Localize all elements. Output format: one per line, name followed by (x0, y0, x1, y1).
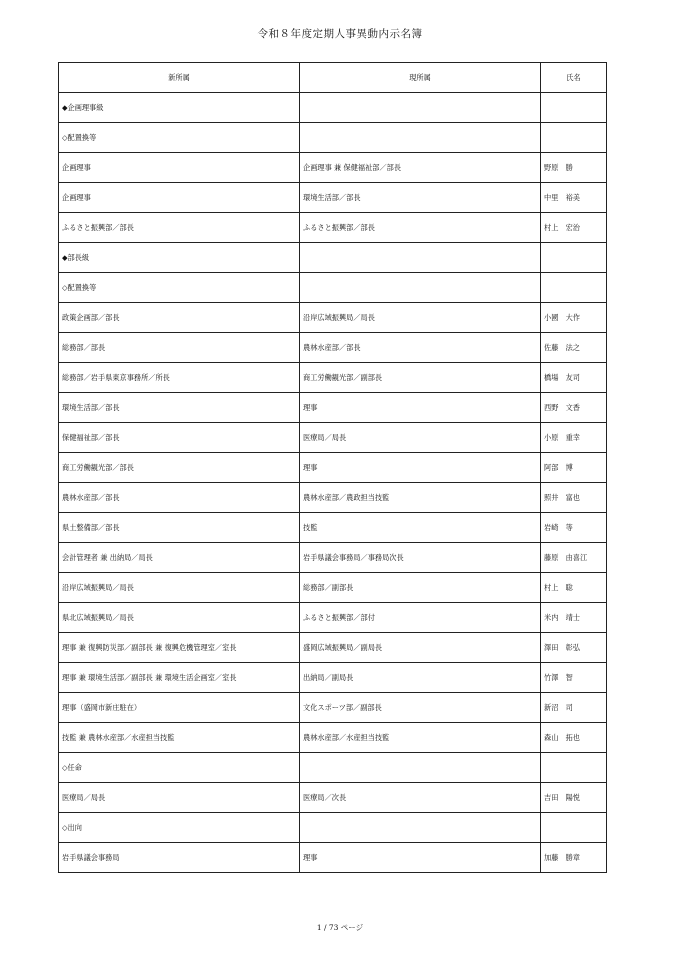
current-post-cell: 医療局／次長 (300, 783, 541, 813)
name-cell (541, 93, 607, 123)
name-cell: 岩崎 等 (541, 513, 607, 543)
current-post-cell: 盛岡広域振興局／副局長 (300, 633, 541, 663)
name-cell: 小原 重幸 (541, 423, 607, 453)
current-post-cell: 環境生活部／部長 (300, 183, 541, 213)
current-post-cell: ふるさと振興部／部付 (300, 603, 541, 633)
current-post-cell (300, 273, 541, 303)
new-post-cell: ふるさと振興部／部長 (59, 213, 300, 243)
current-post-cell: 商工労働観光部／副部長 (300, 363, 541, 393)
table-row (59, 393, 607, 423)
table-row (59, 333, 607, 363)
current-post-cell: 農林水産部／水産担当技監 (300, 723, 541, 753)
table-row (59, 93, 607, 123)
current-post-cell (300, 93, 541, 123)
name-cell: 藤原 由喜江 (541, 543, 607, 573)
new-post-cell: 県土整備部／部長 (59, 513, 300, 543)
table-row (59, 723, 607, 753)
new-post-cell: 企画理事 (59, 153, 300, 183)
table-row (59, 363, 607, 393)
name-cell (541, 813, 607, 843)
current-post-cell (300, 123, 541, 153)
name-cell (541, 243, 607, 273)
current-post-cell: 農林水産部／農政担当技監 (300, 483, 541, 513)
name-cell: 小國 大作 (541, 303, 607, 333)
table-row (59, 783, 607, 813)
table-row (59, 183, 607, 213)
new-post-cell: 企画理事 (59, 183, 300, 213)
current-post-cell: 沿岸広域振興局／局長 (300, 303, 541, 333)
table-row (59, 153, 607, 183)
name-cell: 中里 裕美 (541, 183, 607, 213)
new-post-cell: 総務部／岩手県東京事務所／所長 (59, 363, 300, 393)
name-cell: 西野 文香 (541, 393, 607, 423)
new-post-cell: 保健福祉部／部長 (59, 423, 300, 453)
personnel-table (58, 62, 607, 873)
new-post-cell: ◆部長級 (59, 243, 300, 273)
current-post-cell: 総務部／副部長 (300, 573, 541, 603)
table-row (59, 123, 607, 153)
new-post-cell: ◆企画理事級 (59, 93, 300, 123)
current-post-cell (300, 243, 541, 273)
current-post-cell: 技監 (300, 513, 541, 543)
new-post-cell: ◇配置換等 (59, 273, 300, 303)
table-row (59, 693, 607, 723)
name-cell: 村上 聡 (541, 573, 607, 603)
name-cell: 森山 拓也 (541, 723, 607, 753)
new-post-cell: 環境生活部／部長 (59, 393, 300, 423)
current-post-cell: ふるさと振興部／部長 (300, 213, 541, 243)
name-cell (541, 123, 607, 153)
table-row (59, 633, 607, 663)
current-post-cell: 岩手県議会事務局／事務局次長 (300, 543, 541, 573)
name-cell: 野原 勝 (541, 153, 607, 183)
new-post-cell: 政策企画部／部長 (59, 303, 300, 333)
current-post-cell (300, 813, 541, 843)
name-cell: 竹澤 智 (541, 663, 607, 693)
name-cell: 加藤 勝章 (541, 843, 607, 873)
name-cell: 吉田 陽悦 (541, 783, 607, 813)
table-row (59, 813, 607, 843)
new-post-cell: ◇配置換等 (59, 123, 300, 153)
page-number: 1 / 73 ページ (316, 923, 364, 932)
page-title: 令和８年度定期人事異動内示名簿 (257, 28, 423, 40)
table-row (59, 603, 607, 633)
new-post-cell: 沿岸広域振興局／局長 (59, 573, 300, 603)
current-post-cell (300, 753, 541, 783)
name-cell: 照井 富也 (541, 483, 607, 513)
new-post-cell: 技監 兼 農林水産部／水産担当技監 (59, 723, 300, 753)
new-post-cell: 総務部／部長 (59, 333, 300, 363)
name-cell: 橋場 友司 (541, 363, 607, 393)
header-name: 氏名 (541, 63, 607, 93)
name-cell: 澤田 彰弘 (541, 633, 607, 663)
table-row (59, 483, 607, 513)
table-row (59, 213, 607, 243)
new-post-cell: 理事 兼 復興防災部／副部長 兼 復興危機管理室／室長 (59, 633, 300, 663)
name-cell: 村上 宏治 (541, 213, 607, 243)
current-post-cell: 理事 (300, 453, 541, 483)
current-post-cell: 文化スポーツ部／副部長 (300, 693, 541, 723)
table-row (59, 513, 607, 543)
name-cell: 米内 靖士 (541, 603, 607, 633)
new-post-cell: 商工労働観光部／部長 (59, 453, 300, 483)
table-row (59, 663, 607, 693)
name-cell: 佐藤 法之 (541, 333, 607, 363)
name-cell: 新沼 司 (541, 693, 607, 723)
new-post-cell: 医療局／局長 (59, 783, 300, 813)
table-row (59, 453, 607, 483)
new-post-cell: 県北広域振興局／局長 (59, 603, 300, 633)
new-post-cell: ◇任命 (59, 753, 300, 783)
name-cell (541, 273, 607, 303)
table-row (59, 543, 607, 573)
table-row (59, 243, 607, 273)
new-post-cell: 農林水産部／部長 (59, 483, 300, 513)
new-post-cell: 岩手県議会事務局 (59, 843, 300, 873)
table-row (59, 753, 607, 783)
header-row (59, 63, 607, 93)
table-row (59, 573, 607, 603)
new-post-cell: 理事 兼 環境生活部／副部長 兼 環境生活企画室／室長 (59, 663, 300, 693)
header-current-post: 現所属 (300, 63, 541, 93)
header-new-post: 新所属 (59, 63, 300, 93)
current-post-cell: 理事 (300, 843, 541, 873)
new-post-cell: 理事（盛岡市新庄駐在） (59, 693, 300, 723)
new-post-cell: ◇出向 (59, 813, 300, 843)
current-post-cell: 理事 (300, 393, 541, 423)
current-post-cell: 農林水産部／部長 (300, 333, 541, 363)
current-post-cell: 企画理事 兼 保健福祉部／部長 (300, 153, 541, 183)
name-cell: 阿部 博 (541, 453, 607, 483)
new-post-cell: 会計管理者 兼 出納局／局長 (59, 543, 300, 573)
table-row (59, 303, 607, 333)
current-post-cell: 出納局／副局長 (300, 663, 541, 693)
current-post-cell: 医療局／局長 (300, 423, 541, 453)
table-row (59, 273, 607, 303)
table-row (59, 843, 607, 873)
name-cell (541, 753, 607, 783)
table-row (59, 423, 607, 453)
